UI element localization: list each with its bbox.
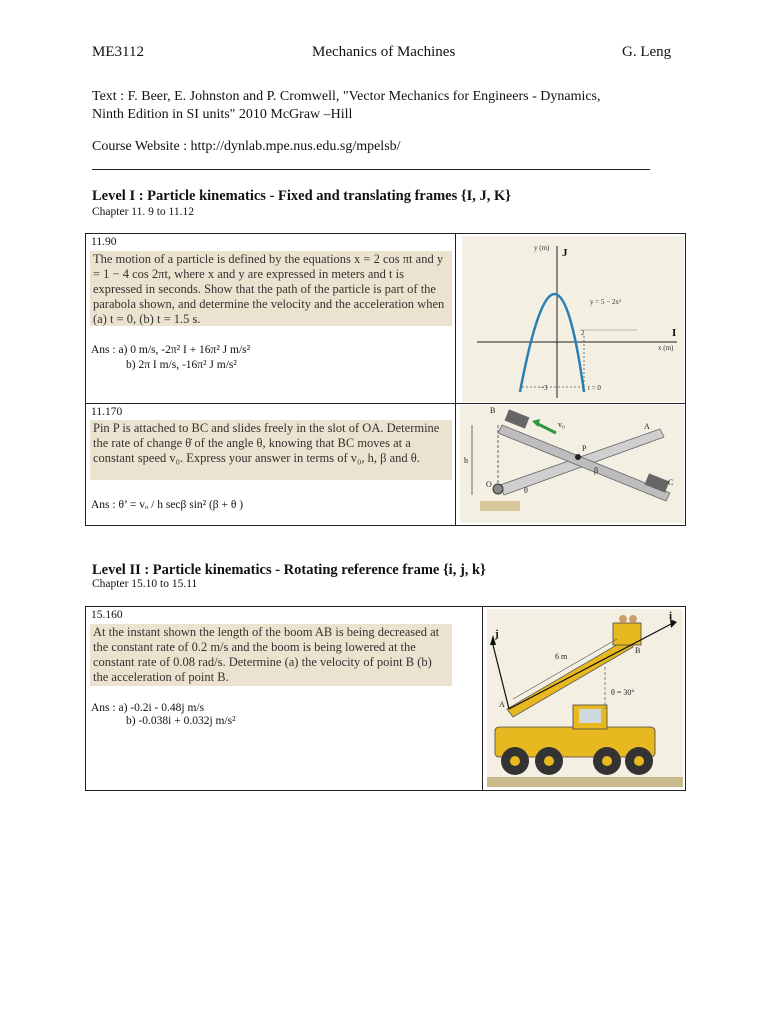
- label-C: C: [668, 478, 674, 487]
- tick-minus3: −3: [540, 384, 548, 392]
- problem-number: 15.160: [91, 609, 123, 621]
- course-code: ME3112: [92, 44, 144, 60]
- problem-statement-scan: The motion of a particle is defined by the equations x = 2 cos πt and y = 1 − 4 cos 2πt, where x and y are expressed in meters and t is expressed in seconds. Show that the path of the particle is part of the parabola shown, and determine the velocity and the acceleration when (a) t = 0, (b) t = 1.5 s.: [90, 251, 452, 326]
- label-A: A: [499, 700, 505, 709]
- level2-chapter: Chapter 15.10 to 15.11: [92, 578, 198, 590]
- crane-figure: [487, 609, 683, 787]
- level1-col-divider: [455, 233, 456, 526]
- label-beta: β: [594, 466, 599, 475]
- boom-length: 6 m: [555, 652, 568, 661]
- answer-a: Ans : a) 0 m/s, -2π² I + 16π² J m/s²: [91, 344, 251, 356]
- boom-angle: θ = 30°: [611, 688, 635, 697]
- problem-number: 11.170: [91, 406, 123, 418]
- level1-row-divider: [85, 403, 686, 404]
- tick-2: 2: [581, 329, 585, 337]
- answer-b: b) 2π I m/s, -16π² J m/s²: [126, 359, 237, 371]
- t0-label: t = 0: [588, 384, 601, 392]
- level1-title: Level I : Particle kinematics - Fixed and translating frames {I, J, K}: [92, 188, 511, 204]
- label-h: h: [464, 456, 468, 465]
- level2-title: Level II : Particle kinematics - Rotating reference frame {i, j, k}: [92, 562, 486, 578]
- level2-col-divider: [482, 606, 483, 791]
- label-j: j: [495, 628, 499, 640]
- course-name: Mechanics of Machines: [312, 44, 456, 60]
- label-B: B: [490, 406, 496, 415]
- author: G. Leng: [622, 44, 672, 60]
- answer: Ans : θ’ = vₒ / h secβ sin² (β + θ ): [91, 499, 244, 511]
- label-i: i: [669, 610, 673, 622]
- J-label: J: [562, 247, 568, 259]
- label-v0: v₀: [558, 420, 565, 429]
- problem-statement-scan: At the instant shown the length of the boom AB is being decreased at the constant rate of 0.2 m/s and the boom is being lowered at the constant rate of 0.08 rad/s. Determine (a) the velocity of point B (b) the acceleration of point B.: [90, 624, 452, 686]
- y-axis-label: y (m): [534, 244, 550, 252]
- label-O: O: [486, 480, 492, 489]
- I-label: I: [672, 327, 677, 339]
- textbook-ref-line1: Text : F. Beer, E. Johnston and P. Cromwell, "Vector Mechanics for Engineers - Dynamics,: [92, 89, 601, 104]
- label-P: P: [582, 444, 587, 453]
- course-website: Course Website : http://dynlab.mpe.nus.edu.sg/mpelsb/: [92, 139, 401, 154]
- divider: [92, 169, 650, 170]
- answer-b: b) -0.038i + 0.032j m/s²: [126, 715, 236, 727]
- slot-mechanism-figure: [460, 405, 684, 523]
- problem-number: 11.90: [91, 236, 117, 248]
- level1-chapter: Chapter 11. 9 to 11.12: [92, 206, 194, 218]
- parabola-equation: y = 5 − 2x²: [590, 298, 621, 306]
- label-A: A: [644, 422, 650, 431]
- answer-a: Ans : a) -0.2i - 0.48j m/s: [91, 702, 205, 714]
- label-theta: θ: [524, 486, 528, 495]
- x-axis-label: x (m): [658, 344, 674, 352]
- label-B: B: [635, 646, 641, 655]
- textbook-ref-line2: Ninth Edition in SI units" 2010 McGraw –Hill: [92, 107, 353, 122]
- parabola-figure: [462, 236, 684, 402]
- problem-statement-scan: Pin P is attached to BC and slides freely in the slot of OA. Determine the rate of change θ̇ of the angle θ, knowing that BC moves at a constant speed v₀. Express your answer in terms of v₀, h, β and θ.: [90, 420, 452, 480]
